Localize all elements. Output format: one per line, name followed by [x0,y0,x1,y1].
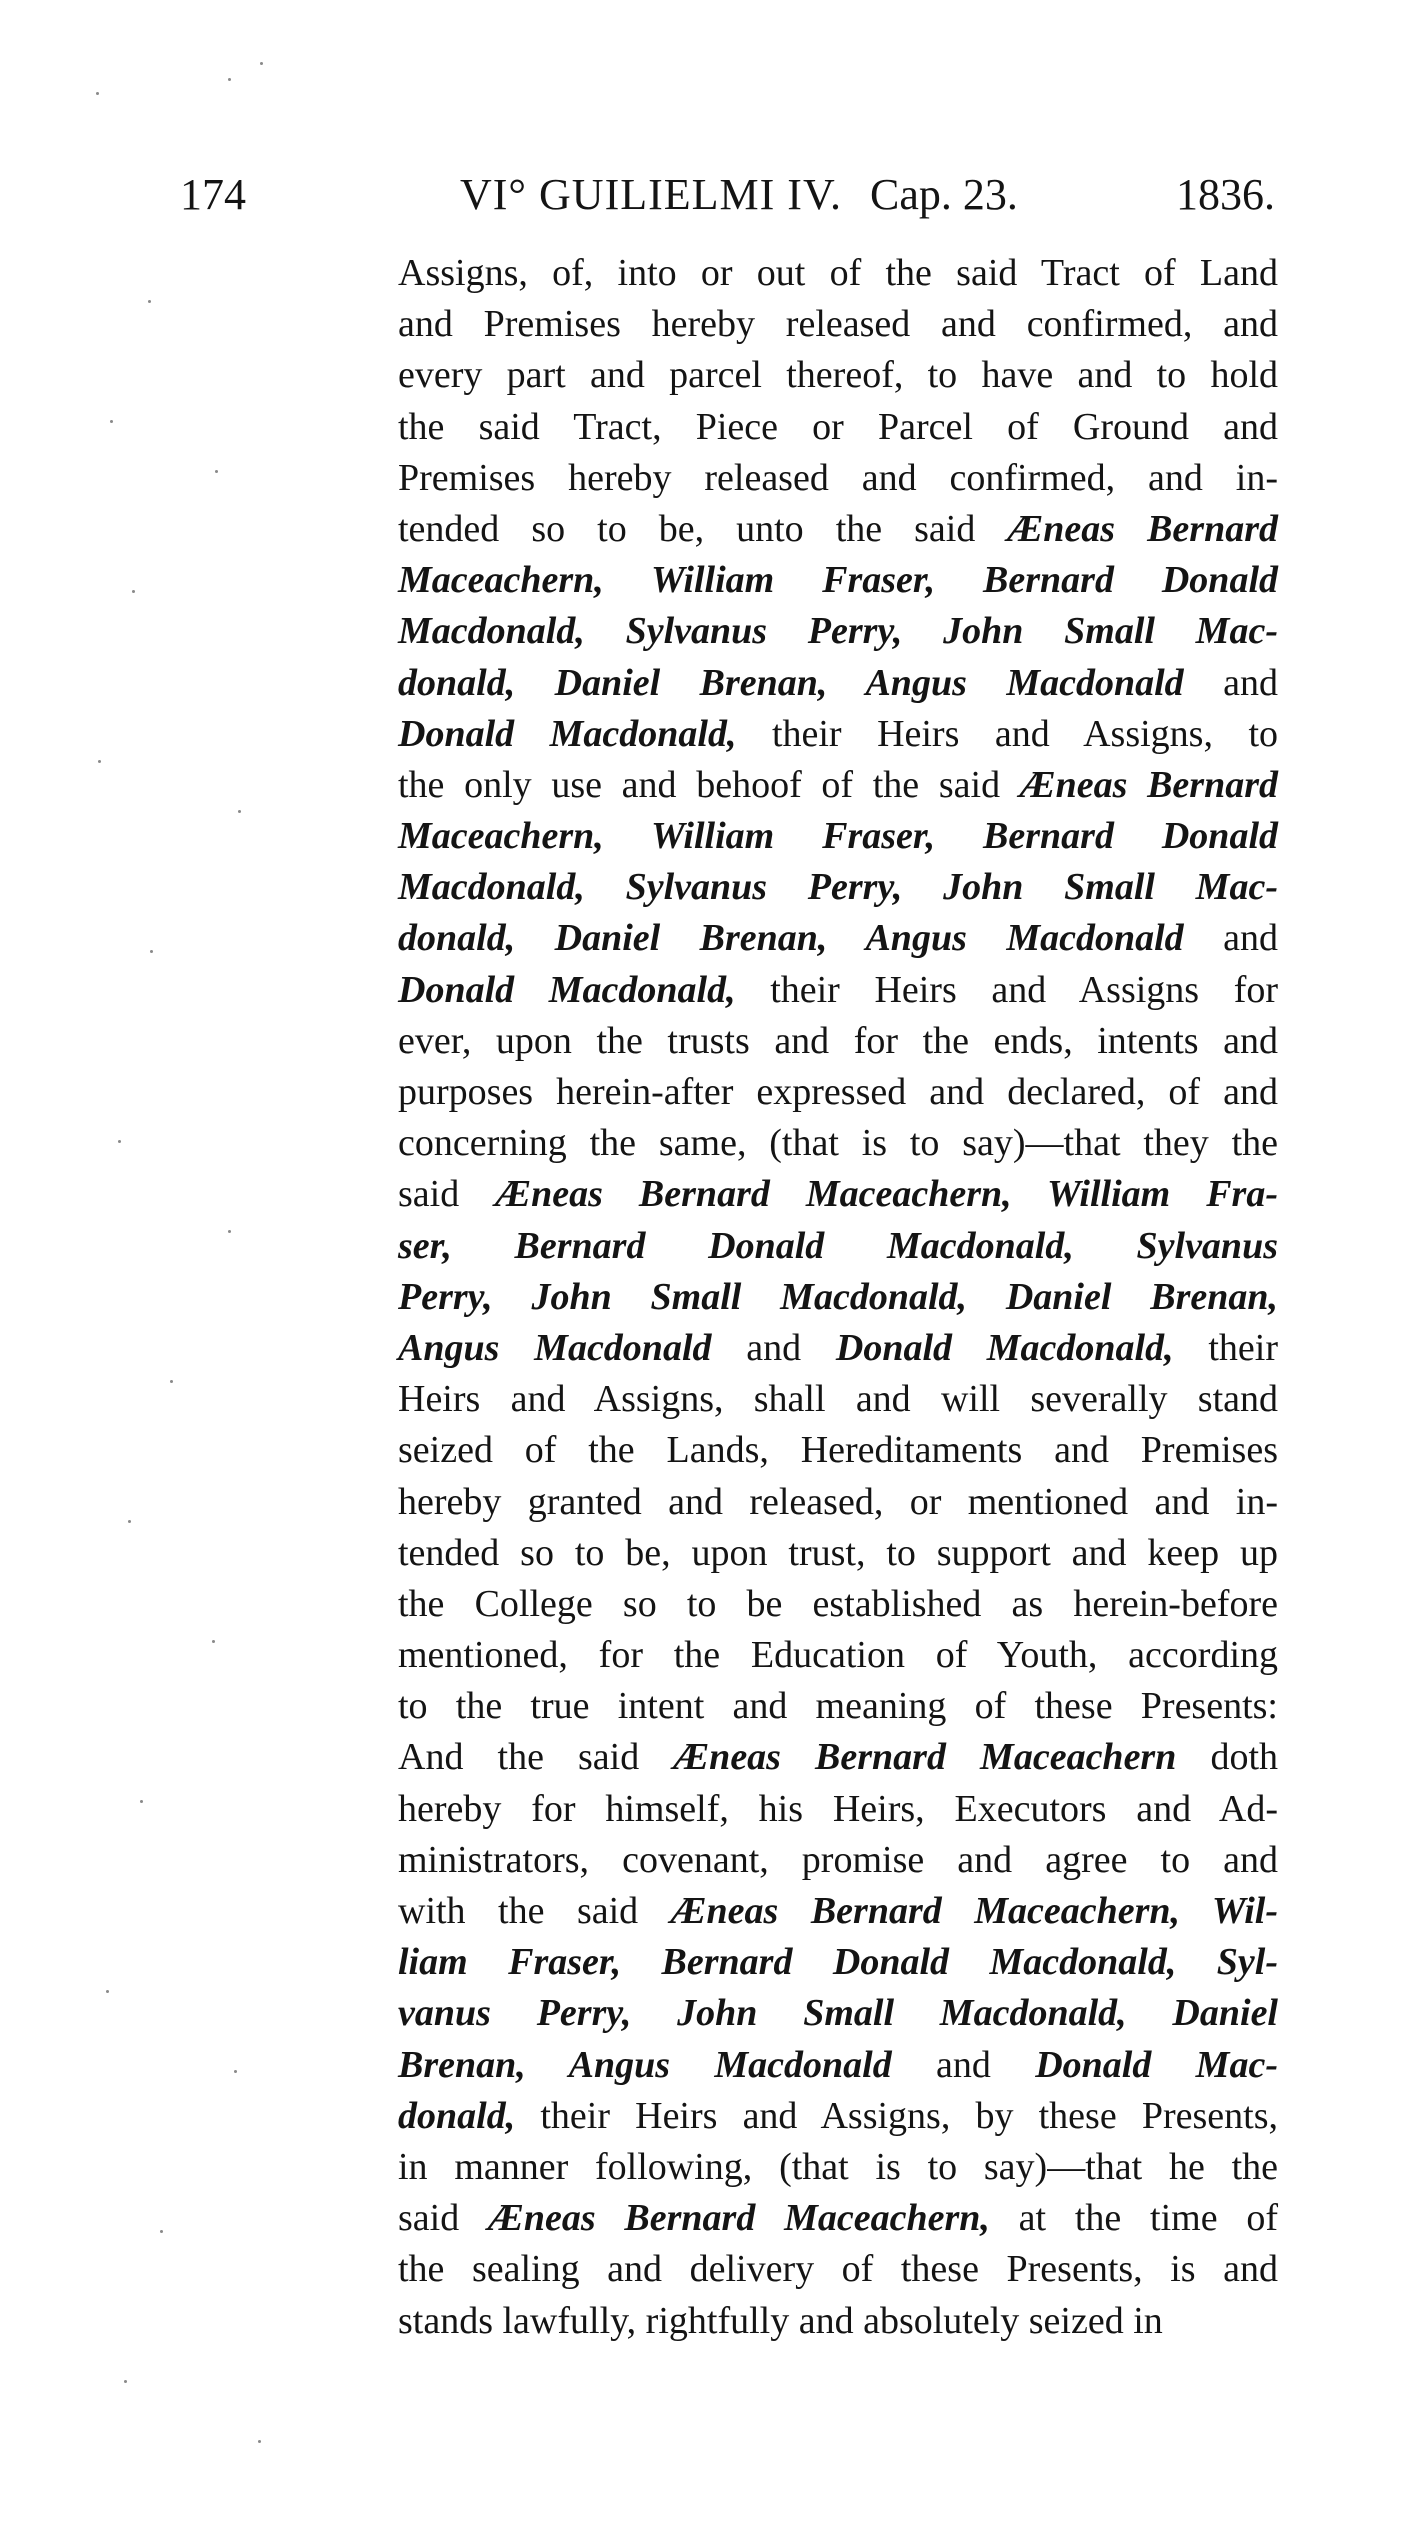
text-line [398,1835,1278,1886]
text-line [398,913,1278,964]
text-span: and [891,2043,1036,2086]
text-line [398,402,1278,453]
text-line [398,1784,1278,1835]
text-line [398,248,1278,299]
text-span: and [1183,661,1278,704]
text-line [398,1630,1278,1681]
italic-name-span: Æneas Bernard Maceachern, [487,2197,990,2240]
text-line [398,1118,1278,1169]
text-line [398,1067,1278,1118]
text-span: Premises hereby released and confirmed, and in- [398,456,1278,499]
text-line [398,1477,1278,1528]
text-span: ever, upon the trusts and for the ends, intents and [398,1019,1278,1062]
italic-name-span: Angus Macdonald [398,1326,712,1369]
running-title: VI° GUILIELMI IV. [460,170,843,219]
text-line [398,2091,1278,2142]
text-line [398,1169,1278,1220]
text-span: hereby for himself, his Heirs, Executors and Ad- [398,1787,1278,1830]
page-number: 174 [180,170,246,219]
italic-name-span: Donald Macdonald, [398,968,736,1011]
italic-name-span: Æneas Bernard Maceachern, William Fra- [495,1173,1279,1216]
text-line [398,2142,1278,2193]
text-line [398,1323,1278,1374]
italic-name-span: vanus Perry, John Small Macdonald, Daniel [398,1992,1278,2035]
text-line [398,504,1278,555]
text-span: seized of the Lands, Hereditaments and Premises [398,1429,1278,1472]
text-span: to the true intent and meaning of these Presents: [398,1685,1278,1728]
italic-name-span: Donald Macdonald, [398,712,737,755]
text-span: said [398,2197,488,2240]
italic-name-span: Brenan, Angus Macdonald [398,2043,892,2086]
text-span: hereby granted and released, or mentioned and in- [398,1480,1278,1523]
text-line [398,453,1278,504]
italic-name-span: Æneas Bernard [1019,763,1279,806]
text-line [398,1937,1278,1988]
text-line [398,811,1278,862]
text-line [398,658,1278,709]
text-line [398,2296,1278,2347]
text-line [398,555,1278,606]
text-span: Heirs and Assigns, shall and will severally stand [398,1378,1278,1421]
italic-name-span: donald, [398,2094,516,2137]
text-line [398,2193,1278,2244]
italic-name-span: Donald Macdonald, [835,1326,1174,1369]
italic-name-span: Æneas Bernard Maceachern [673,1736,1177,1779]
text-span: their Heirs and Assigns, by these Presents, [515,2094,1278,2137]
italic-name-span: liam Fraser, Bernard Donald Macdonald, Syl- [398,1941,1278,1984]
text-line [398,2244,1278,2295]
text-span: stands lawfully, rightfully and absolutely seized in [398,2299,1163,2342]
text-span: with the said [398,1890,671,1932]
text-span: their Heirs and Assigns, to [736,712,1279,755]
text-span: the College so to be established as herein-before [398,1582,1278,1625]
italic-name-span: Macdonald, Sylvanus Perry, John Small Mac- [398,866,1278,909]
italic-name-span: ser, Bernard Donald Macdonald, Sylvanus [398,1224,1278,1267]
text-line [398,1528,1278,1579]
text-line [398,1681,1278,1732]
text-line [398,1374,1278,1425]
text-span: concerning the same, (that is to say)—that they the [398,1122,1278,1165]
text-line [398,606,1278,657]
text-line [398,1732,1278,1783]
text-span: at the time of [989,2197,1279,2240]
text-span: And the said [398,1736,674,1779]
italic-name-span: Maceachern, William Fraser, Bernard Donald [398,559,1278,602]
text-line [398,760,1278,811]
text-line [398,965,1278,1016]
text-span: in manner following, (that is to say)—that he the [398,2145,1278,2188]
text-span: doth [1176,1736,1278,1779]
text-line [398,1988,1278,2039]
text-span: their [1173,1326,1278,1369]
italic-name-span: donald, Daniel Brenan, Angus Macdonald [398,661,1184,704]
text-line [398,350,1278,401]
text-span: the sealing and delivery of these Presents, is and [398,2248,1278,2291]
text-span: every part and parcel thereof, to have and to hold [398,354,1278,397]
italic-name-span: donald, Daniel Brenan, Angus Macdonald [398,917,1184,960]
italic-name-span: Macdonald, Sylvanus Perry, John Small Mac- [398,610,1278,653]
text-line [398,1886,1278,1937]
italic-name-span: Æneas Bernard Maceachern, Wil- [670,1890,1278,1932]
text-span: said [398,1173,496,1216]
text-span: their Heirs and Assigns for [735,968,1279,1011]
text-span: mentioned, for the Education of Youth, according [398,1634,1278,1677]
text-line [398,1579,1278,1630]
italic-name-span: Perry, John Small Macdonald, Daniel Brenan, [398,1275,1278,1318]
text-span: tended so to be, unto the said [398,507,1008,550]
body-text [398,248,1278,2347]
text-line [398,1221,1278,1272]
text-line [398,1272,1278,1323]
text-span: the said Tract, Piece or Parcel of Ground and [398,405,1278,448]
italic-name-span: Donald Mac- [1035,2043,1278,2086]
text-line [398,299,1278,350]
page-header [180,165,1275,225]
text-line [398,1425,1278,1476]
italic-name-span: Æneas Bernard [1007,507,1278,550]
text-line [398,1016,1278,1067]
text-line [398,709,1278,760]
text-span: the only use and behoof of the said [398,763,1020,806]
italic-name-span: Maceachern, William Fraser, Bernard Donald [398,815,1278,858]
text-span: ministrators, covenant, promise and agree to and [398,1838,1278,1881]
text-span: tended so to be, upon trust, to support and keep up [398,1531,1278,1574]
text-span: and [711,1326,836,1369]
chapter-number: Cap. 23. [870,170,1018,219]
text-span: Assigns, of, into or out of the said Tract of Land [398,252,1278,294]
text-span: purposes herein-after expressed and declared, of and [398,1071,1278,1113]
year: 1836. [1176,170,1275,219]
text-line [398,2040,1278,2091]
text-span: and Premises hereby released and confirmed, and [398,303,1278,346]
text-span: and [1183,917,1278,960]
text-line [398,862,1278,913]
